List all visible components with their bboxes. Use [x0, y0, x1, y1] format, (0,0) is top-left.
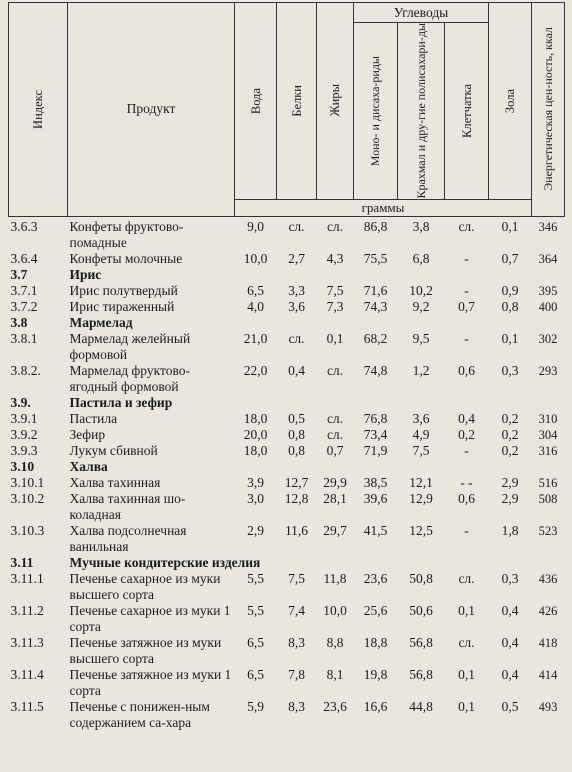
- cell-protein: 11,6: [284, 522, 309, 538]
- section-title: Мучные кондитерские изделия: [69, 554, 261, 570]
- row-index: 3.11.3: [10, 634, 44, 650]
- table-row: [9, 667, 565, 699]
- table-row: [9, 571, 565, 603]
- cell-water: 5,5: [247, 570, 264, 586]
- cell-starch: 56,8: [409, 666, 433, 682]
- table-row: [9, 331, 565, 363]
- table-row: [9, 251, 565, 267]
- cell-fiber: 0,4: [458, 410, 475, 426]
- cell-ash: 1,8: [501, 522, 519, 538]
- cell-protein: 7,8: [288, 666, 305, 682]
- cell-starch: 50,6: [409, 602, 433, 618]
- cell-fiber: 0,1: [458, 602, 475, 618]
- cell-fat: сл.: [326, 426, 344, 442]
- cell-water: 6,5: [247, 666, 264, 682]
- table-row: [9, 363, 565, 395]
- cell-energy: 346: [538, 219, 558, 234]
- row-index: 3.9.3: [10, 442, 38, 458]
- row-product: Зефир: [69, 426, 106, 442]
- row-product: Печенье затяжное из муки 1 сорта: [69, 666, 232, 698]
- cell-starch: 9,2: [412, 298, 430, 314]
- cell-starch: 50,8: [409, 570, 433, 586]
- section-title: Мармелад: [69, 314, 133, 330]
- cell-energy: 310: [538, 411, 558, 426]
- cell-ash: 0,2: [501, 410, 519, 426]
- cell-mono: 71,6: [363, 282, 388, 298]
- row-product: Халва тахинная: [69, 474, 161, 490]
- row-index: 3.9.2: [10, 426, 38, 442]
- cell-fat: 29,9: [323, 474, 347, 490]
- cell-mono: 39,6: [363, 490, 388, 506]
- header-ash: Зола: [489, 3, 532, 200]
- cell-fiber: сл.: [458, 634, 475, 650]
- row-index: 3.10.2: [10, 490, 45, 506]
- cell-protein: 0,5: [288, 410, 305, 426]
- row-product: Печенье сахарное из муки 1 сорта: [69, 602, 231, 634]
- header-product: Продукт: [68, 3, 235, 217]
- cell-mono: 16,6: [363, 698, 388, 714]
- section-row: [9, 315, 565, 331]
- cell-fat: 23,6: [323, 698, 347, 714]
- cell-fiber: -: [464, 522, 469, 538]
- cell-protein: сл.: [288, 330, 305, 346]
- cell-ash: 0,1: [501, 218, 519, 234]
- cell-fat: 8,8: [326, 634, 344, 650]
- section-row: [9, 395, 565, 411]
- cell-water: 9,0: [247, 218, 264, 234]
- cell-fiber: 0,6: [458, 362, 475, 378]
- section-title: Пастила и зефир: [69, 394, 173, 410]
- cell-ash: 0,3: [501, 570, 519, 586]
- cell-starch: 3,8: [412, 218, 430, 234]
- cell-water: 5,9: [247, 698, 264, 714]
- cell-mono: 74,8: [363, 362, 388, 378]
- cell-energy: 316: [538, 443, 558, 458]
- row-index: 3.11.4: [10, 666, 44, 682]
- cell-mono: 75,5: [363, 250, 388, 266]
- cell-protein: 8,3: [288, 634, 305, 650]
- cell-starch: 12,9: [409, 490, 433, 506]
- cell-energy: 436: [538, 571, 558, 586]
- table-row: [9, 216, 565, 251]
- cell-fat: сл.: [326, 218, 344, 234]
- cell-mono: 19,8: [363, 666, 388, 682]
- cell-mono: 25,6: [363, 602, 388, 618]
- cell-starch: 3,6: [412, 410, 430, 426]
- cell-starch: 12,5: [409, 522, 433, 538]
- cell-water: 10,0: [243, 250, 268, 266]
- cell-starch: 9,5: [412, 330, 430, 346]
- cell-fiber: -: [464, 250, 469, 266]
- cell-fat: 11,8: [323, 570, 347, 586]
- cell-energy: 395: [538, 283, 558, 298]
- cell-mono: 71,9: [363, 442, 388, 458]
- row-index: 3.7.1: [10, 282, 38, 298]
- table-row: [9, 283, 565, 299]
- cell-energy: 418: [538, 635, 558, 650]
- cell-fiber: -: [464, 330, 469, 346]
- cell-water: 4,0: [247, 298, 264, 314]
- row-index: 3.8: [10, 314, 28, 330]
- header-fat: Жиры: [317, 3, 354, 200]
- table-row: [9, 699, 565, 731]
- section-row: [9, 555, 565, 571]
- row-index: 3.8.1: [10, 330, 38, 346]
- cell-mono: 41,5: [363, 522, 388, 538]
- row-index: 3.11.1: [10, 570, 44, 586]
- row-index: 3.10.3: [10, 522, 45, 538]
- cell-water: 3,0: [247, 490, 264, 506]
- cell-starch: 44,8: [409, 698, 433, 714]
- cell-protein: 7,4: [288, 602, 305, 618]
- table-row: [9, 635, 565, 667]
- cell-ash: 0,4: [501, 602, 519, 618]
- row-index: 3.7.2: [10, 298, 38, 314]
- cell-ash: 0,4: [501, 666, 519, 682]
- cell-fiber: -: [464, 282, 469, 298]
- row-product: Пастила: [69, 410, 118, 426]
- table-row: [9, 603, 565, 635]
- row-index: 3.11: [10, 554, 34, 570]
- table-row: [9, 491, 565, 523]
- row-product: Ирис тираженный: [69, 298, 175, 314]
- row-product: Конфеты фруктово-помадные: [69, 218, 184, 250]
- cell-fat: 28,1: [323, 490, 347, 506]
- cell-water: 6,5: [247, 634, 264, 650]
- cell-protein: 0,4: [288, 362, 305, 378]
- section-title: Халва: [69, 458, 108, 474]
- cell-fiber: 0,6: [458, 490, 475, 506]
- cell-ash: 0,2: [501, 442, 519, 458]
- cell-fiber: 0,2: [458, 426, 475, 442]
- cell-water: 18,0: [243, 442, 268, 458]
- cell-ash: 2,9: [501, 474, 519, 490]
- cell-starch: 56,8: [409, 634, 433, 650]
- row-product: Мармелад желейный формовой: [69, 330, 191, 362]
- cell-mono: 86,8: [363, 218, 388, 234]
- cell-starch: 7,5: [412, 442, 430, 458]
- cell-energy: 293: [538, 363, 558, 378]
- row-product: Печенье сахарное из муки высшего сорта: [69, 570, 221, 602]
- cell-starch: 4,9: [412, 426, 430, 442]
- section-row: [9, 267, 565, 283]
- cell-fiber: 0,1: [458, 666, 475, 682]
- cell-protein: 0,8: [288, 426, 305, 442]
- header-water: Вода: [235, 3, 277, 200]
- row-index: 3.11.5: [10, 698, 44, 714]
- header-index: Индекс: [9, 3, 68, 217]
- cell-water: 22,0: [243, 362, 268, 378]
- table-row: [9, 443, 565, 459]
- row-product: Печенье с понижен-ным содержанием са-хара: [69, 698, 210, 730]
- cell-mono: 18,8: [363, 634, 388, 650]
- header-protein: Белки: [277, 3, 317, 200]
- cell-protein: 12,8: [284, 490, 309, 506]
- section-title: Ирис: [69, 266, 102, 282]
- cell-water: 2,9: [247, 522, 264, 538]
- table-row: [9, 427, 565, 443]
- cell-fiber: 0,7: [458, 298, 475, 314]
- cell-protein: 3,3: [288, 282, 305, 298]
- cell-mono: 68,2: [363, 330, 388, 346]
- cell-energy: 364: [538, 251, 558, 266]
- cell-mono: 74,3: [363, 298, 388, 314]
- cell-ash: 0,1: [501, 330, 519, 346]
- cell-ash: 2,9: [501, 490, 519, 506]
- cell-fiber: сл.: [458, 218, 475, 234]
- section-row: [9, 459, 565, 475]
- cell-starch: 6,8: [412, 250, 430, 266]
- row-product: Мармелад фруктово-ягодный формовой: [69, 362, 190, 394]
- cell-ash: 0,2: [501, 426, 519, 442]
- cell-fat: 7,3: [326, 298, 344, 314]
- cell-ash: 0,7: [501, 250, 519, 266]
- row-index: 3.10: [10, 458, 35, 474]
- cell-energy: 304: [538, 427, 558, 442]
- cell-ash: 0,9: [501, 282, 519, 298]
- cell-water: 5,5: [247, 602, 264, 618]
- cell-energy: 426: [538, 603, 558, 618]
- row-index: 3.9.: [10, 394, 31, 410]
- cell-water: 6,5: [247, 282, 264, 298]
- cell-energy: 516: [538, 475, 558, 490]
- cell-fat: 10,0: [323, 602, 347, 618]
- row-index: 3.6.3: [10, 218, 38, 234]
- cell-energy: 302: [538, 331, 558, 346]
- cell-water: 18,0: [243, 410, 268, 426]
- cell-energy: 400: [538, 299, 558, 314]
- row-index: 3.9.1: [10, 410, 38, 426]
- cell-mono: 73,4: [363, 426, 388, 442]
- cell-starch: 1,2: [412, 362, 430, 378]
- table-row: [9, 475, 565, 491]
- cell-protein: 3,6: [288, 298, 305, 314]
- row-index: 3.11.2: [10, 602, 44, 618]
- cell-fiber: сл.: [458, 570, 475, 586]
- header-unit: граммы: [235, 199, 532, 216]
- cell-energy: 523: [538, 523, 558, 538]
- cell-fat: сл.: [326, 362, 344, 378]
- cell-protein: 12,7: [284, 474, 309, 490]
- header-energy: Энергетическая цен-ность, ккал: [532, 3, 565, 217]
- cell-water: 21,0: [243, 330, 268, 346]
- cell-fat: 0,1: [326, 330, 344, 346]
- cell-ash: 0,8: [501, 298, 519, 314]
- cell-fiber: - -: [460, 474, 473, 490]
- cell-protein: 2,7: [288, 250, 305, 266]
- cell-fat: 4,3: [326, 250, 344, 266]
- cell-fat: сл.: [326, 410, 344, 426]
- cell-ash: 0,3: [501, 362, 519, 378]
- cell-ash: 0,5: [501, 698, 519, 714]
- cell-starch: 12,1: [409, 474, 433, 490]
- row-index: 3.7: [10, 266, 28, 282]
- cell-fat: 29,7: [323, 522, 347, 538]
- cell-energy: 508: [538, 491, 558, 506]
- cell-fat: 8,1: [326, 666, 344, 682]
- nutrition-table: [8, 2, 565, 731]
- cell-protein: 0,8: [288, 442, 305, 458]
- header-mono: Моно- и дисаха-риды: [354, 23, 398, 200]
- cell-mono: 38,5: [363, 474, 388, 490]
- row-product: Ирис полутвердый: [69, 282, 178, 298]
- cell-mono: 76,8: [363, 410, 388, 426]
- row-product: Конфеты молочные: [69, 250, 183, 266]
- row-index: 3.6.4: [10, 250, 38, 266]
- cell-fat: 0,7: [326, 442, 344, 458]
- table-row: [9, 299, 565, 315]
- cell-energy: 414: [538, 667, 558, 682]
- cell-fiber: 0,1: [458, 698, 475, 714]
- cell-fiber: -: [464, 442, 469, 458]
- cell-protein: сл.: [288, 218, 305, 234]
- cell-energy: 493: [538, 699, 558, 714]
- cell-protein: 8,3: [288, 698, 305, 714]
- table-row: [9, 523, 565, 555]
- header-starch: Крахмал и дру-гие полисахари-ды: [398, 23, 445, 200]
- cell-fat: 7,5: [326, 282, 344, 298]
- table-row: [9, 411, 565, 427]
- row-product: Халва тахинная шо-коладная: [69, 490, 186, 522]
- row-index: 3.8.2.: [10, 362, 41, 378]
- cell-water: 20,0: [243, 426, 268, 442]
- row-index: 3.10.1: [10, 474, 45, 490]
- row-product: Лукум сбивной: [69, 442, 158, 458]
- cell-mono: 23,6: [363, 570, 388, 586]
- header-carbs: Углеводы: [354, 3, 489, 23]
- cell-starch: 10,2: [409, 282, 433, 298]
- header-fiber: Клетчатка: [445, 23, 489, 200]
- cell-ash: 0,4: [501, 634, 519, 650]
- cell-protein: 7,5: [288, 570, 305, 586]
- table-body: [9, 216, 565, 731]
- row-product: Халва подсолнечная ванильная: [69, 522, 187, 554]
- cell-water: 3,9: [247, 474, 264, 490]
- row-product: Печенье затяжное из муки высшего сорта: [69, 634, 222, 666]
